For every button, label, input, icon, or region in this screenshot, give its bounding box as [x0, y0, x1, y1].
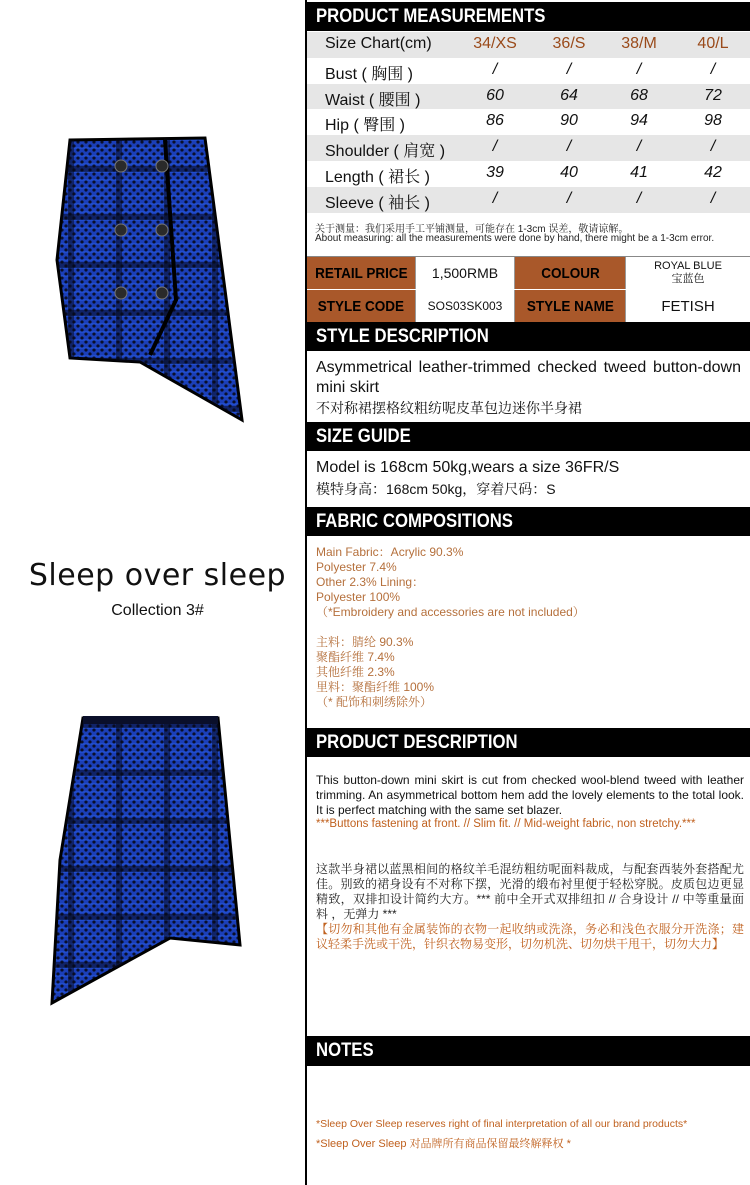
care-warning-cn: 【切勿和其他有金属装饰的衣物一起收纳或洗涤，务必和浅色衣服分开洗涤；建议轻柔手洗或干洗，针织衣物易变形，切勿机洗、切勿烘干甩干，切勿大力】 — [316, 922, 744, 951]
cell: 41 — [630, 163, 648, 181]
fabric-header: FABRIC COMPOSITIONS — [307, 507, 750, 536]
retail-price-value: 1,500RMB — [415, 257, 515, 289]
cell: / — [636, 60, 642, 78]
style-code-value: SOS03SK003 — [415, 290, 515, 322]
fabric-line: （*Embroidery and accessories are not included） — [316, 605, 585, 619]
product-description-highlight: ***Buttons fastening at front. // Slim fit. // Mid-weight fabric, non stretchy.*** — [316, 818, 696, 830]
cell: / — [710, 60, 716, 78]
fabric-line: （* 配饰和刺绣除外） — [316, 695, 433, 709]
table-row — [307, 84, 750, 110]
measurements-table — [307, 32, 750, 213]
style-description-en: Asymmetrical leather-trimmed checked tweed button-down mini skirt — [316, 359, 741, 396]
row-label: Shoulder ( 肩宽 ) — [325, 143, 446, 161]
retail-price-label: RETAIL PRICE — [307, 257, 415, 289]
measurements-header: PRODUCT MEASUREMENTS — [307, 2, 750, 31]
table-row — [307, 187, 750, 213]
colour-en: ROYAL BLUE — [654, 260, 722, 272]
cell: 98 — [704, 112, 722, 130]
fabric-line: 里料：聚酯纤维 100% — [316, 680, 435, 694]
table-row — [307, 58, 750, 84]
cell: / — [492, 60, 498, 78]
cell: / — [636, 189, 642, 207]
product-description-header: PRODUCT DESCRIPTION — [307, 728, 750, 757]
product-info-grid — [307, 256, 750, 324]
cell: / — [636, 138, 642, 156]
row-label: Waist ( 腰围 ) — [325, 91, 421, 109]
cell: 68 — [630, 86, 648, 104]
spec-sheet — [307, 0, 750, 1185]
measurement-note-en: About measuring: all the measurements were done by hand, there might be a 1-3cm error. — [315, 233, 715, 244]
measurement-note-cn: 关于测量：我们采用手工平铺测量，可能存在 1-3cm 误差，敬请谅解。 — [315, 224, 629, 235]
cell: 60 — [486, 86, 504, 104]
skirt-back-image — [0, 700, 305, 1020]
table-row — [307, 135, 750, 161]
row-label: Bust ( 胸围 ) — [325, 65, 414, 83]
size-guide-cn: 模特身高：168cm 50kg，穿着尺码：S — [316, 481, 556, 497]
table-header-row — [307, 32, 750, 58]
cell: 90 — [560, 112, 578, 130]
skirt-front-image — [0, 0, 305, 430]
colour-value — [625, 257, 750, 289]
cell: / — [710, 189, 716, 207]
size-header: 38/M — [621, 35, 657, 52]
fabric-compositions — [316, 545, 741, 710]
cell: 94 — [630, 112, 648, 130]
colour-cn: 宝蓝色 — [671, 273, 705, 285]
style-description-cn: 不对称裙摆格纹粗纺呢皮革包边迷你半身裙 — [316, 400, 582, 416]
cell: / — [566, 189, 572, 207]
fabric-line: Polyester 100% — [316, 590, 401, 604]
style-name-value: FETISH — [625, 290, 750, 322]
style-description-header: STYLE DESCRIPTION — [307, 322, 750, 351]
row-label: Sleeve ( 袖长 ) — [325, 194, 430, 212]
brand-logo: Sleep over sleep — [28, 558, 287, 593]
fabric-line: 主料：腈纶 90.3% — [316, 635, 414, 649]
cell: / — [566, 138, 572, 156]
cell: 39 — [486, 163, 504, 181]
style-name-label: STYLE NAME — [515, 290, 625, 322]
cell: / — [492, 138, 498, 156]
style-code-label: STYLE CODE — [307, 290, 415, 322]
size-header: 36/S — [552, 35, 586, 52]
fabric-line: Main Fabric：Acrylic 90.3% — [316, 545, 464, 559]
size-header: 40/L — [697, 35, 729, 52]
size-guide-header: SIZE GUIDE — [307, 422, 750, 451]
fabric-line: Polyester 7.4% — [316, 560, 397, 574]
cell: 86 — [486, 112, 504, 130]
notes-line-en: *Sleep Over Sleep reserves right of final interpretation of all our brand products* — [316, 1118, 688, 1130]
row-label: Length ( 裙长 ) — [325, 168, 430, 186]
product-description-en: This button-down mini skirt is cut from checked wool-blend tweed with leather trimming. An asymmetrical bottom hem add the lovely elements to the total look. It is perfect matching with the same set blazer. — [316, 773, 744, 817]
cell: / — [492, 189, 498, 207]
fabric-line: Other 2.3% Lining： — [316, 575, 425, 589]
table-row — [307, 161, 750, 187]
product-description-cn: 这款半身裙以蓝黑相间的格纹羊毛混纺粗纺呢面料裁成，与配套西装外套搭配尤佳。别致的裙身设有不对称下摆，光滑的缎布衬里便于轻松穿脱。皮质包边更显精致，双排扣设计简约大方。*** 前中全开式双排纽扣 // 合身设计 // 中等重量面料 ，无弹力 *** — [316, 862, 744, 921]
notes-header: NOTES — [307, 1036, 750, 1066]
cell: 40 — [560, 163, 578, 181]
size-header: 34/XS — [473, 35, 517, 52]
cell: 64 — [560, 86, 578, 104]
cell: 72 — [704, 86, 722, 104]
notes-line-cn: *Sleep Over Sleep 对品牌所有商品保留最终解释权 * — [316, 1138, 571, 1150]
size-guide-en: Model is 168cm 50kg,wears a size 36FR/S — [316, 459, 620, 476]
cell: / — [566, 60, 572, 78]
table-row — [307, 109, 750, 135]
cell: 42 — [704, 163, 722, 181]
colour-label: COLOUR — [515, 257, 625, 289]
cell: / — [710, 138, 716, 156]
product-image-column — [0, 0, 305, 1185]
row-label: Hip ( 臀围 ) — [325, 117, 406, 135]
fabric-line: 其他纤维 2.3% — [316, 665, 395, 679]
size-chart-label: Size Chart(cm) — [325, 35, 432, 52]
collection-label: Collection 3# — [111, 602, 204, 619]
fabric-line: 聚酯纤维 7.4% — [316, 650, 395, 664]
